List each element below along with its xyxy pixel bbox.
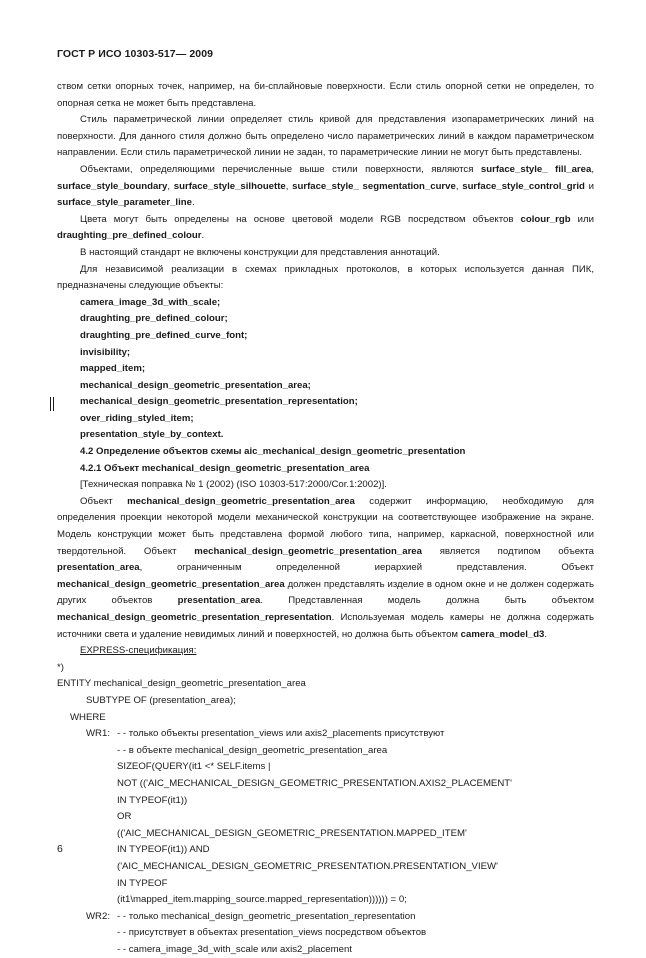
express-heading-text: EXPRESS-спецификация: <box>80 645 197 657</box>
code-line: (it1\mapped_item.mapping_source.mapped_representation)))))) = 0; <box>117 894 407 906</box>
entity-name: camera_model_d3 <box>460 628 545 640</box>
list-item: mechanical_design_geometric_presentation_representation; <box>80 396 358 408</box>
list-item: over_riding_styled_item; <box>80 412 194 424</box>
text-run: должен представлять изделие в одном окне и не должен содержать других объектов <box>57 578 594 607</box>
entity-name: surface_style_control_grid <box>462 180 585 192</box>
paragraph-surface-style-objects <box>57 162 594 212</box>
paragraph-colours <box>57 212 594 245</box>
paragraph-independent-objects: Для независимой реализации в схемах прикладных протоколов, в которых используется данная ПИК, предназначены следующие объекты: <box>57 263 594 292</box>
code-line: - - camera_image_3d_with_scale или axis2_placement <box>117 943 352 955</box>
entity-name: surface_style_parameter_line <box>57 197 192 209</box>
code-line: *) <box>57 661 64 673</box>
entity-name: draughting_pre_defined_colour <box>57 230 202 242</box>
section-heading-4-2: 4.2 Определение объектов схемы aic_mechanical_design_geometric_presentation <box>80 446 466 458</box>
code-line: (('AIC_MECHANICAL_DESIGN_GEOMETRIC_PRESENTATION.MAPPED_ITEM' <box>117 827 467 839</box>
entity-name: surface_style_boundary <box>57 180 168 192</box>
text-run: или <box>570 213 594 225</box>
express-heading <box>57 643 594 660</box>
paragraph-parameter-line-style: Стиль параметрической линии определяет стиль кривой для представления изопараметрических линий на поверхности. Для данного стиля должно быть определено число параметрических линий в каждом параметрическом направлении. Если стиль параметрической линии не задан, то параметрические линии не могут быть представлены. <box>57 114 594 159</box>
amendment-note: [Техническая поправка № 1 (2002) (ISO 10303-517:2000/Cor.1:2002)]. <box>80 479 387 491</box>
text-run: , ограниченным определенной иерархией представления. Объект <box>139 562 594 574</box>
code-line: WHERE <box>70 711 106 723</box>
code-line: - - в объекте mechanical_design_geometric_presentation_area <box>117 744 388 756</box>
text-run: Цвета могут быть определены на основе цветовой модели RGB посредством объектов <box>80 213 521 225</box>
code-line: SIZEOF(QUERY(it1 <* SELF.items | <box>117 761 271 773</box>
text-run: , <box>591 163 594 175</box>
entity-name: surface_style_ fill_area <box>480 163 592 175</box>
list-item: presentation_style_by_context. <box>80 429 224 441</box>
text-run: и <box>584 180 594 192</box>
entity-name: mechanical_design_geometric_presentation_area <box>57 578 285 590</box>
code-line: SUBTYPE OF (presentation_area); <box>86 694 236 706</box>
text-run: . <box>191 197 195 209</box>
change-marker <box>50 397 54 411</box>
list-item: mechanical_design_geometric_presentation_area; <box>80 379 311 391</box>
list-item: camera_image_3d_with_scale; <box>80 296 221 308</box>
page-number: 6 <box>57 843 63 855</box>
list-item: draughting_pre_defined_colour; <box>80 313 228 325</box>
entity-name: presentation_area <box>57 562 140 574</box>
code-line: ENTITY mechanical_design_geometric_presentation_area <box>57 678 306 690</box>
entity-name: surface_style_silhouette <box>173 180 286 192</box>
code-line: OR <box>117 811 132 823</box>
list-item: invisibility; <box>80 346 131 358</box>
paragraph-grid-style: ством сетки опорных точек, например, на би-сплайновые поверхности. Если стиль опорной сетки не определен, то опорная сетка не может быть представлена. <box>57 81 594 109</box>
code-line: IN TYPEOF(it1)) AND <box>117 844 210 856</box>
entity-name: presentation_area <box>177 595 261 607</box>
code-line: IN TYPEOF <box>117 877 168 889</box>
entity-name: mechanical_design_geometric_presentation_representation <box>57 612 332 623</box>
text-run: , <box>285 180 293 192</box>
code-comment: - - только mechanical_design_geometric_presentation_representation <box>117 910 416 922</box>
text-run: содержит информацию, необходимую для определения проекции некоторой модели механической конструкции на соответствующее изображение на экране. Модель конструкции может быть представлена формой любого типа, например, каркасной, поверхностной или твердотельной. Объект <box>57 495 594 557</box>
section-heading-4-2-1: 4.2.1 Объект mechanical_design_geometric_presentation_area <box>80 462 370 474</box>
text-run: , <box>455 180 463 192</box>
code-line <box>57 909 594 926</box>
text-run: . Представленная модель должна быть объектом <box>260 595 594 607</box>
entity-name: mechanical_design_geometric_presentation_area <box>194 545 422 557</box>
code-line: ('AIC_MECHANICAL_DESIGN_GEOMETRIC_PRESENTATION.PRESENTATION_VIEW' <box>117 860 498 872</box>
code-comment: - - только объекты presentation_views или axis2_placements присутствуют <box>117 728 445 740</box>
text-run: . Используемая модель камеры не должна содержать источники света и удаление невидимых линий и поверхностей, но должна быть объектом <box>57 612 594 640</box>
rule-label: WR2: <box>86 910 110 922</box>
list-item: draughting_pre_defined_curve_font; <box>80 329 248 341</box>
list-item: mapped_item; <box>80 363 146 375</box>
page-body <box>57 79 594 958</box>
text-run: Объект <box>80 495 128 507</box>
text-run: является подтипом объекта <box>421 545 594 557</box>
rule-label: WR1: <box>86 728 110 740</box>
text-run: Объектами, определяющими перечисленные выше стили поверхности, являются <box>80 163 481 175</box>
entity-name: colour_rgb <box>520 213 571 225</box>
code-line: - - присутствует в объектах presentation_views посредством объектов <box>117 927 427 939</box>
text-run: . <box>201 230 205 242</box>
document-header: ГОСТ Р ИСО 10303-517— 2009 <box>57 48 214 60</box>
text-run: , <box>167 180 174 192</box>
entity-name: mechanical_design_geometric_presentation_area <box>127 495 355 507</box>
text-run: . <box>544 628 548 640</box>
paragraph-entity-description <box>57 494 594 643</box>
code-line: NOT (('AIC_MECHANICAL_DESIGN_GEOMETRIC_PRESENTATION.AXIS2_PLACEMENT' <box>117 777 512 789</box>
code-line <box>57 726 594 743</box>
paragraph-annotations: В настоящий стандарт не включены конструкции для представления аннотаций. <box>80 246 440 258</box>
code-line: IN TYPEOF(it1)) <box>117 794 188 806</box>
entity-name: surface_style_ segmentation_curve <box>292 180 456 192</box>
